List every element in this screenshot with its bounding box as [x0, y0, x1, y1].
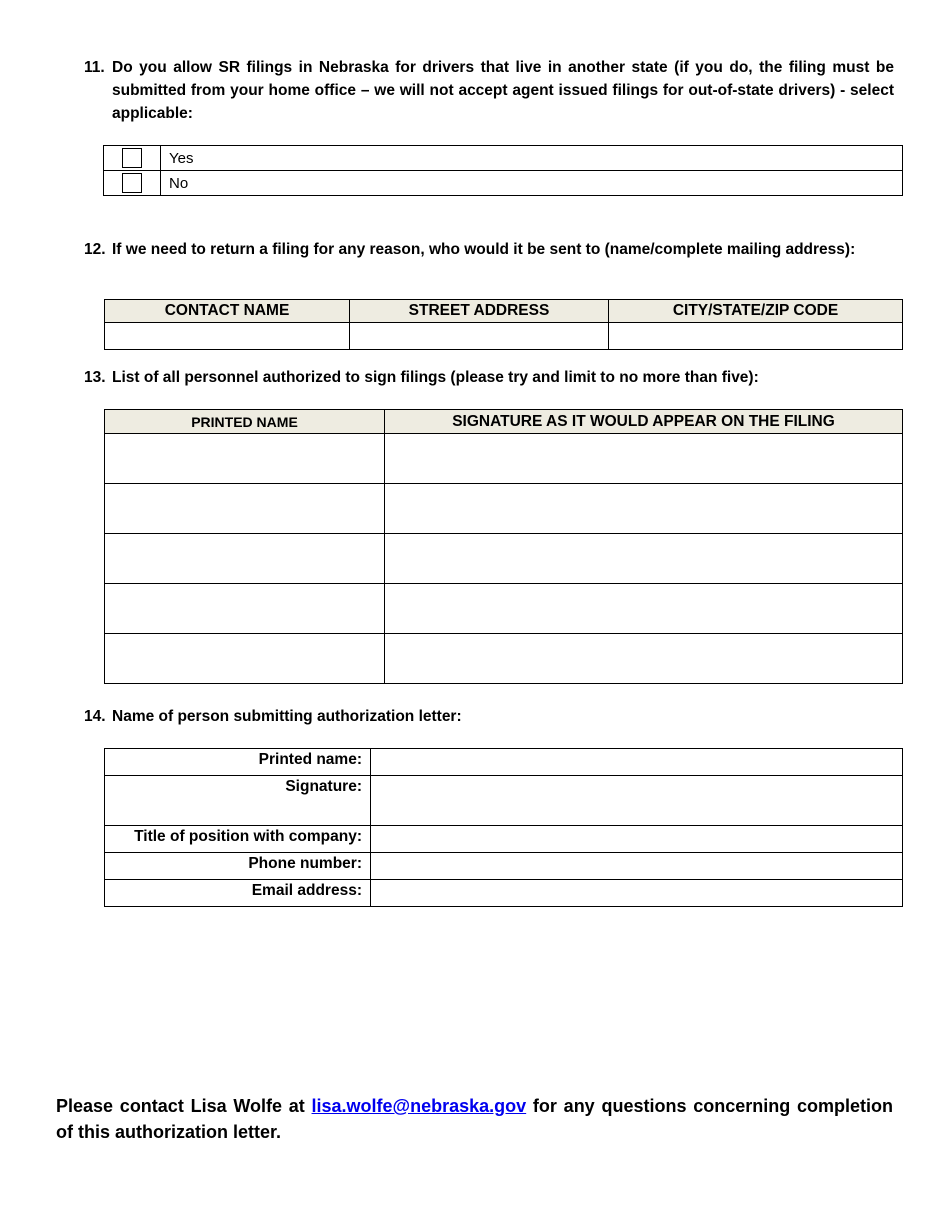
- option-yes-label: Yes: [161, 146, 903, 171]
- question-number: 11.: [84, 59, 105, 76]
- yes-checkbox[interactable]: [122, 148, 142, 168]
- signature-field[interactable]: [385, 484, 903, 534]
- question-number: 12.: [84, 241, 106, 258]
- question-text: If we need to return a filing for any reason, who would it be sent to (name/complete mailing address):: [112, 241, 856, 258]
- email-label: Email address:: [105, 880, 371, 907]
- printed-name-label: Printed name:: [105, 749, 371, 776]
- option-no-label: No: [161, 171, 903, 196]
- footer-text-after: for any questions concerning completion of this authorization letter.: [56, 1096, 893, 1142]
- question-12: [84, 238, 894, 286]
- title-field[interactable]: [371, 826, 903, 853]
- return-contact-table: [104, 299, 903, 350]
- street-address-header: STREET ADDRESS: [350, 300, 609, 323]
- question-14: [84, 705, 894, 729]
- signature-field[interactable]: [385, 434, 903, 484]
- question-number: 14.: [84, 708, 106, 725]
- table-row: [105, 584, 903, 634]
- street-address-field[interactable]: [350, 323, 609, 350]
- question-11: [84, 56, 894, 126]
- signature-header: SIGNATURE AS IT WOULD APPEAR ON THE FILING: [385, 410, 903, 434]
- contact-name-field[interactable]: [105, 323, 350, 350]
- contact-footer: [56, 1093, 893, 1145]
- signature-label: Signature:: [105, 776, 371, 826]
- printed-name-field[interactable]: [105, 484, 385, 534]
- printed-name-field[interactable]: [105, 584, 385, 634]
- printed-name-field[interactable]: [105, 634, 385, 684]
- printed-name-field[interactable]: [105, 534, 385, 584]
- signature-field[interactable]: [371, 776, 903, 826]
- city-state-zip-header: CITY/STATE/ZIP CODE: [609, 300, 903, 323]
- q11-options-table: [103, 145, 903, 196]
- submitter-table: [104, 748, 903, 907]
- printed-name-field[interactable]: [371, 749, 903, 776]
- question-number: 13.: [84, 369, 106, 386]
- signature-field[interactable]: [385, 584, 903, 634]
- question-13: [84, 366, 894, 390]
- title-label: Title of position with company:: [105, 826, 371, 853]
- authorized-signers-table: [104, 409, 903, 684]
- footer-text-before: Please contact Lisa Wolfe at: [56, 1096, 312, 1116]
- signature-field[interactable]: [385, 634, 903, 684]
- question-text: List of all personnel authorized to sign filings (please try and limit to no more than five):: [112, 369, 759, 386]
- email-field[interactable]: [371, 880, 903, 907]
- question-text: Name of person submitting authorization letter:: [112, 708, 462, 725]
- phone-label: Phone number:: [105, 853, 371, 880]
- printed-name-header: PRINTED NAME: [105, 410, 385, 434]
- checkbox-cell: [104, 146, 161, 171]
- signature-field[interactable]: [385, 534, 903, 584]
- contact-name-header: CONTACT NAME: [105, 300, 350, 323]
- contact-email-link[interactable]: lisa.wolfe@nebraska.gov: [311, 1096, 527, 1116]
- table-row: [105, 484, 903, 534]
- city-state-zip-field[interactable]: [609, 323, 903, 350]
- question-text: Do you allow SR filings in Nebraska for drivers that live in another state (if you do, the filing must be submitted from your home office – we will not accept agent issued filings for out-of-state drivers) - select applicable:: [112, 59, 894, 122]
- table-row: [105, 534, 903, 584]
- table-row: [105, 434, 903, 484]
- table-row: [105, 634, 903, 684]
- no-checkbox[interactable]: [122, 173, 142, 193]
- checkbox-cell: [104, 171, 161, 196]
- printed-name-field[interactable]: [105, 434, 385, 484]
- phone-field[interactable]: [371, 853, 903, 880]
